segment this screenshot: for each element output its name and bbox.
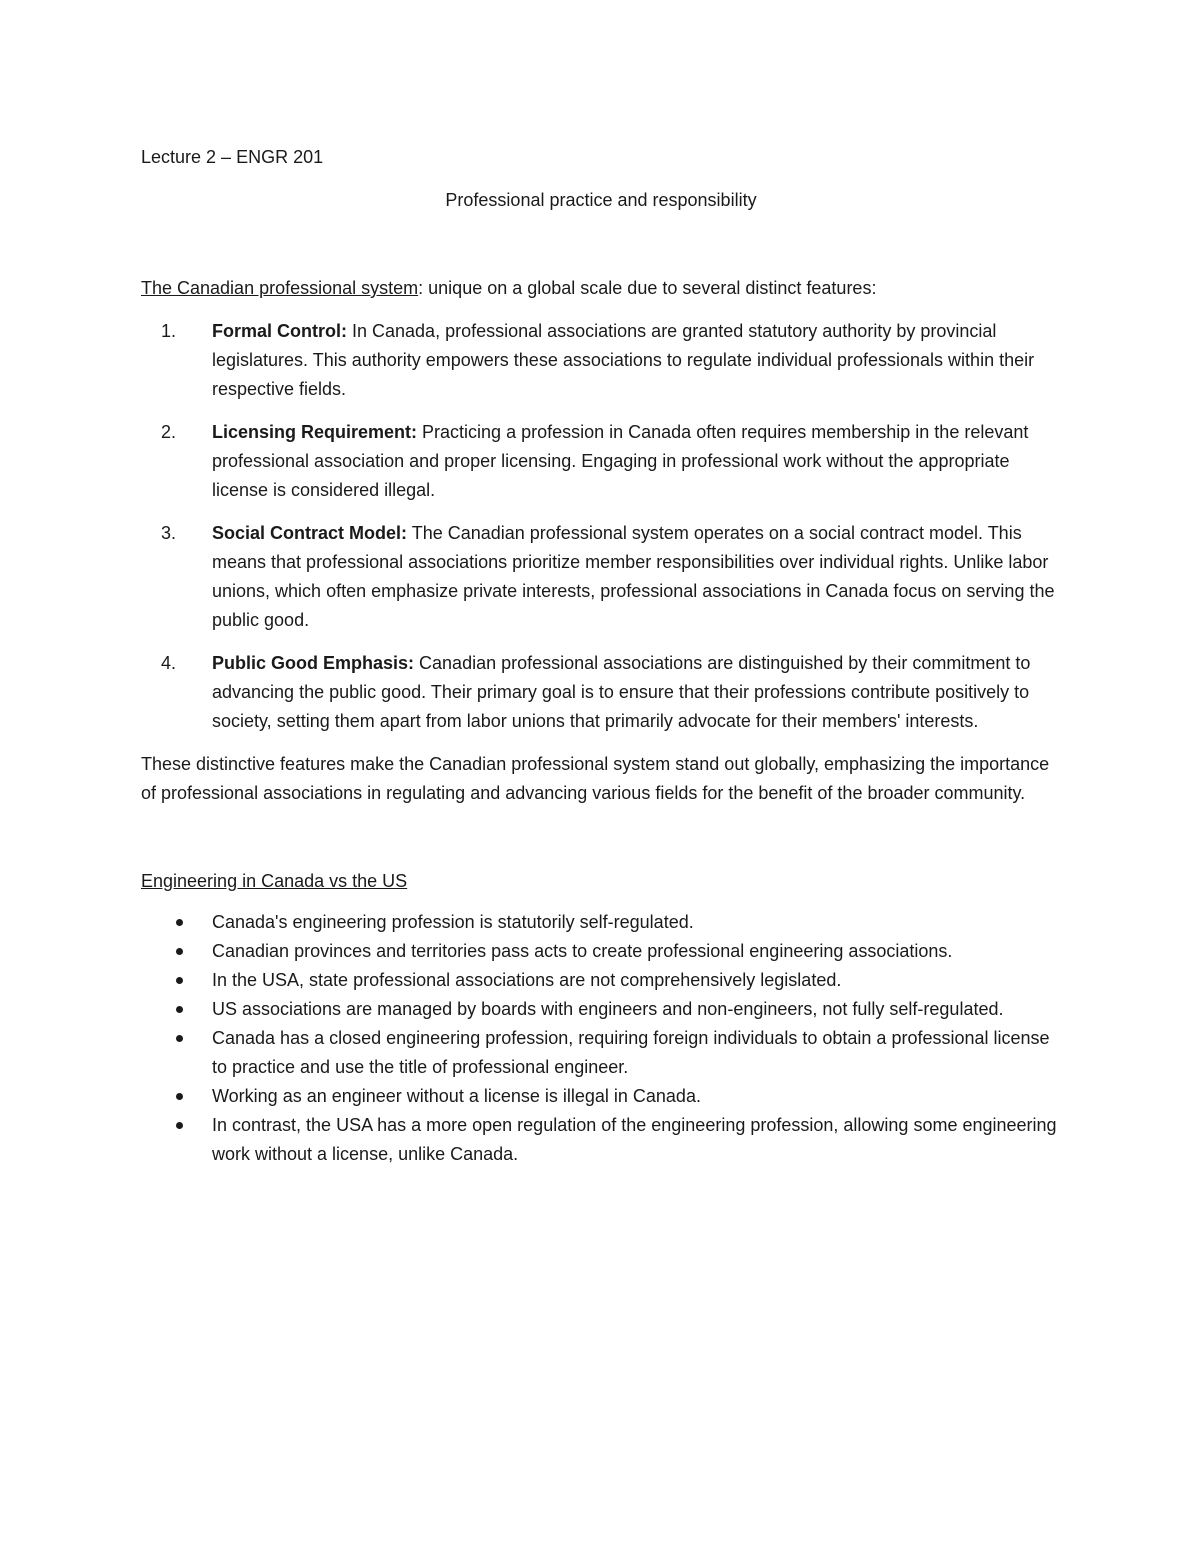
feature-term: Licensing Requirement:	[212, 422, 418, 442]
feature-text: Practicing a profession in Canada often requires membership in the relevant professional association and proper licensing. Engaging in professional work without the appropriate license is considered illegal.	[212, 422, 1029, 500]
list-item-text: In the USA, state professional associations are not comprehensively legislated.	[212, 970, 842, 990]
page-title: Professional practice and responsibility	[445, 190, 757, 210]
feature-term: Social Contract Model:	[212, 523, 408, 543]
course-line: Lecture 2 – ENGR 201	[141, 147, 324, 167]
feature-item	[141, 317, 1061, 404]
document-body	[141, 143, 1061, 1169]
feature-text: In Canada, professional associations are granted statutory authority by provincial legislatures. This authority empowers these associations to regulate individual professionals within their respective fields.	[212, 321, 1035, 399]
feature-number: 4.	[161, 653, 177, 673]
list-item	[141, 1082, 1061, 1111]
feature-item	[141, 649, 1061, 736]
bullet-icon	[176, 1006, 183, 1013]
list-item	[141, 995, 1061, 1024]
section2-heading: Engineering in Canada vs the US	[141, 871, 408, 891]
comparison-list	[141, 908, 1061, 1169]
feature-item	[141, 519, 1061, 635]
bullet-icon	[176, 977, 183, 984]
list-item-text: In contrast, the USA has a more open regulation of the engineering profession, allowing some engineering work without a license, unlike Canada.	[212, 1115, 1057, 1164]
conclusion-paragraph: These distinctive features make the Canadian professional system stand out globally, emphasizing the importance of professional associations in regulating and advancing various fields for the benefit of the broader community.	[141, 754, 1050, 803]
list-item	[141, 937, 1061, 966]
feature-term: Public Good Emphasis:	[212, 653, 415, 673]
list-item	[141, 1111, 1061, 1169]
section1-heading: The Canadian professional system	[141, 278, 419, 298]
feature-number: 3.	[161, 523, 177, 543]
list-item-text: Canada's engineering profession is statutorily self-regulated.	[212, 912, 694, 932]
list-item-text: Working as an engineer without a license is illegal in Canada.	[212, 1086, 701, 1106]
feature-term: Formal Control:	[212, 321, 347, 341]
list-item-text: Canada has a closed engineering profession, requiring foreign individuals to obtain a professional license to practice and use the title of professional engineer.	[212, 1028, 1050, 1077]
list-item	[141, 908, 1061, 937]
bullet-icon	[176, 1093, 183, 1100]
section1-intro	[141, 274, 1061, 303]
section1-intro-text: : unique on a global scale due to several distinct features:	[418, 278, 877, 298]
bullet-icon	[176, 1122, 183, 1129]
bullet-icon	[176, 948, 183, 955]
feature-item	[141, 418, 1061, 505]
feature-text: The Canadian professional system operates on a social contract model. This means that professional associations prioritize member responsibilities over individual rights. Unlike labor unions, which often emphasize private interests, professional associations in Canada focus on serving the public good.	[212, 523, 1055, 630]
list-item	[141, 966, 1061, 995]
list-item	[141, 1024, 1061, 1082]
feature-text: Canadian professional associations are distinguished by their commitment to advancing the public good. Their primary goal is to ensure that their professions contribute positively to society, setting them apart from labor unions that primarily advocate for their members' interests.	[212, 653, 1031, 731]
feature-number: 2.	[161, 422, 177, 442]
bullet-icon	[176, 919, 183, 926]
list-item-text: US associations are managed by boards with engineers and non-engineers, not fully self-regulated.	[212, 999, 1004, 1019]
list-item-text: Canadian provinces and territories pass acts to create professional engineering associations.	[212, 941, 953, 961]
features-list	[141, 317, 1061, 736]
feature-number: 1.	[161, 321, 177, 341]
bullet-icon	[176, 1035, 183, 1042]
